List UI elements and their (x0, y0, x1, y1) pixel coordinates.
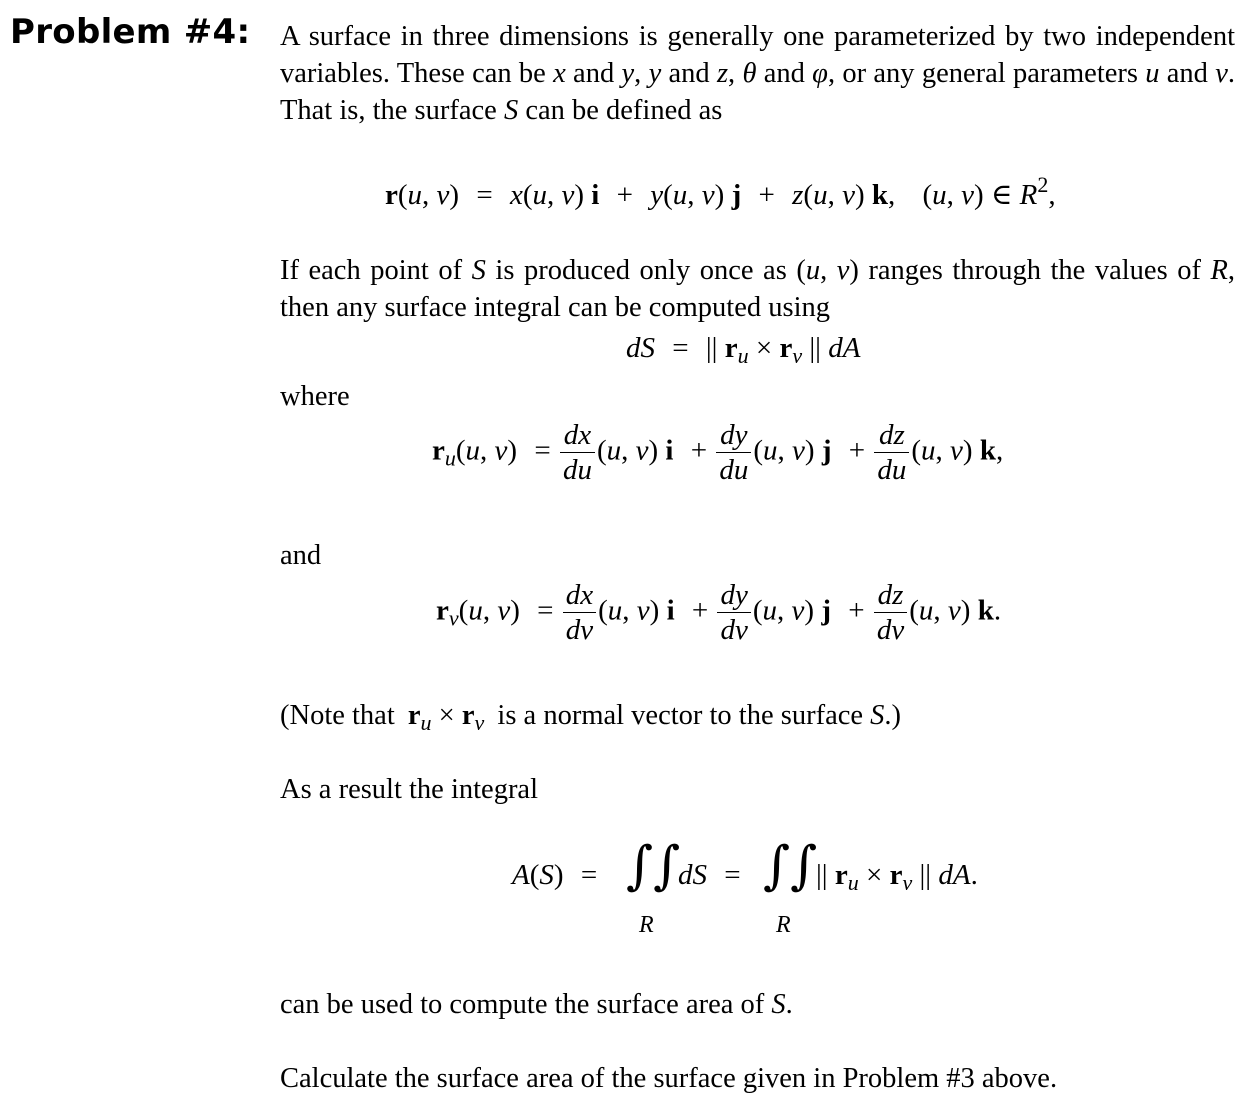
uniqueness-paragraph: If each point of S is produced only once as (u, v) ranges through the values of R, then any surface integral can be computed using (280, 255, 1236, 323)
surface-parametrization-equation: r(u, v) = x(u, v) i + y(u, v) j + z(u, v) k, (u, v) ∈ $R^2$, (385, 172, 1056, 211)
double-integral-symbol: ∫∫ (626, 836, 681, 896)
problem-label: Problem #4: (10, 12, 251, 52)
surface-area-usage: can be used to compute the surface area of S. (280, 989, 793, 1020)
result-intro: As a result the integral (280, 774, 539, 805)
normal-vector-note: (Note that $r_u \times r_v$ is a normal vector to the surface S.) (280, 700, 902, 735)
double-integral-symbol: ∫∫ (763, 836, 818, 896)
and-text: and (280, 540, 322, 571)
intro-paragraph: A surface in three dimensions is generally one parameterized by two independent variables. These can be x and y, y and z, θ and φ, or any general parameters u and v. That is, the surface S can be defined as (280, 21, 1235, 126)
task-instruction: Calculate the surface area of the surface given in Problem #3 above. (280, 1063, 1058, 1094)
region-subscript: R (776, 912, 791, 938)
ru-equation: $r_u(u$, v) = $\frac{dx}{du}$ (u, v) i + $\frac{dy}{du}$ (u, v) j + $\frac{dz}{du}$ (u, v) k, (432, 419, 1004, 486)
rv-equation: $r_v(u$, v) = $\frac{dx}{dv}$ (u, v) i + $\frac{dy}{dv}$ (u, v) j + $\frac{dz}{dv}$ (u, v) k. (436, 579, 1002, 646)
where-text: where (280, 381, 350, 412)
surface-element-equation: dS = || $r_u \times r_v$ || dA (626, 332, 861, 368)
region-subscript: R (639, 912, 654, 938)
